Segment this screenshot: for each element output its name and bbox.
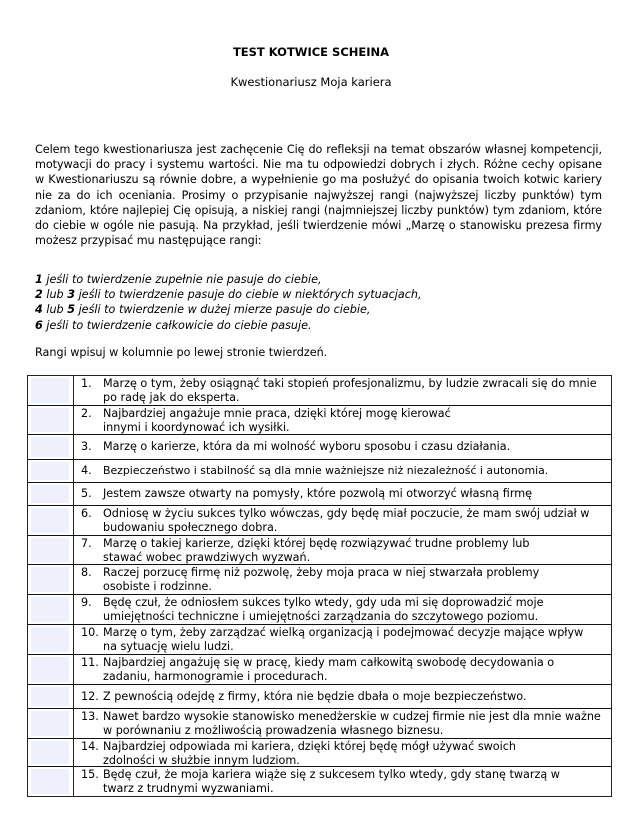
statement-number: 8. — [81, 566, 92, 579]
instruction-text: Rangi wpisuj w kolumnie po lewej stronie twierdzeń. — [35, 346, 328, 359]
table-row — [28, 483, 611, 506]
scale-text: jeśli to twierdzenie zupełnie nie pasuje do ciebie, — [42, 273, 322, 286]
scale-number: 3 — [67, 288, 76, 302]
statement-cell — [74, 739, 611, 766]
scale-text: jeśli to twierdzenie w dużej mierze pasuje do ciebie, — [75, 303, 371, 317]
scale-separator: lub — [42, 288, 68, 302]
rank-cell — [28, 406, 74, 434]
scale-separator: lub — [42, 303, 68, 317]
scale-line — [35, 272, 602, 287]
scale-line — [35, 287, 602, 302]
document-subtitle: Kwestionariusz Moja kariera — [230, 75, 392, 89]
statement-text: Najbardziej angażuje mnie praca, dzięki której mogę kierować innymi i koordynować ich wysiłki. — [103, 407, 451, 435]
statement-cell — [74, 376, 611, 405]
rank-input-4[interactable] — [31, 462, 69, 480]
statement-text: Z pewnością odejdę z firmy, która nie będzie dbała o moje bezpieczeństwo. — [103, 689, 527, 703]
statement-cell — [74, 595, 611, 624]
statement-cell — [74, 460, 611, 482]
rank-cell — [28, 685, 74, 708]
statement-cell — [74, 406, 611, 434]
rank-input-6[interactable] — [31, 508, 69, 533]
scale-line — [35, 302, 602, 317]
rank-cell — [28, 595, 74, 624]
statement-text: Najbardziej angażuję się w pracę, kiedy mam całkowitą swobodę decydowania o zadaniu, harmonogramie i procedurach. — [103, 656, 555, 684]
scale-number: 6 — [35, 318, 43, 332]
rank-input-8[interactable] — [31, 567, 69, 592]
statement-cell — [74, 536, 611, 564]
rank-cell — [28, 767, 74, 796]
rank-input-5[interactable] — [31, 485, 69, 503]
table-row — [28, 739, 611, 767]
rank-input-13[interactable] — [31, 711, 69, 736]
rank-cell — [28, 625, 74, 654]
scale-text: jeśli to twierdzenie całkowicie do ciebie pasuje. — [42, 318, 312, 332]
table-row — [28, 565, 611, 595]
rank-cell — [28, 536, 74, 564]
statement-number: 1. — [81, 377, 92, 390]
statement-number: 13. — [81, 710, 99, 723]
rank-cell — [28, 565, 74, 594]
table-row — [28, 406, 611, 435]
rank-cell — [28, 655, 74, 684]
statement-cell — [74, 565, 611, 594]
scale-number: 1 — [35, 273, 43, 286]
rank-input-12[interactable] — [31, 687, 69, 706]
statement-number: 10. — [81, 626, 99, 639]
statement-cell — [74, 767, 611, 796]
statement-cell — [74, 709, 611, 738]
statement-text: Bezpieczeństwo i stabilność są dla mnie ważniejsze niż niezależność i autonomia. — [103, 464, 549, 478]
questionnaire-table — [27, 375, 612, 797]
rank-scale-legend — [35, 272, 602, 333]
document-title: TEST KOTWICE SCHEINA — [232, 45, 390, 59]
statement-number: 12. — [81, 689, 99, 703]
table-row — [28, 709, 611, 739]
statement-number: 14. — [81, 740, 99, 753]
statement-number: 2. — [81, 407, 92, 420]
statement-cell — [74, 655, 611, 684]
scale-line — [35, 318, 602, 333]
rank-cell — [28, 483, 74, 505]
statement-text: Raczej porzucę firmę niż pozwolę, żeby moja praca w niej stwarzała problemy osobiste i rodzinne. — [103, 566, 540, 594]
statement-text: Najbardziej odpowiada mi kariera, dzięki której będę mógł używać swoich zdolności w służbie innym ludziom. — [103, 740, 516, 768]
rank-cell — [28, 506, 74, 535]
rank-input-10[interactable] — [31, 627, 69, 652]
rank-cell — [28, 435, 74, 459]
statement-text: Będę czuł, że odniosłem sukces tylko wtedy, gdy uda mi się doprowadzić moje umiejętności techniczne i umiejętności zarządzania do szczytowego poziomu. — [103, 596, 544, 624]
statement-text: Nawet bardzo wysokie stanowisko menedżerskie w cudzej firmie nie jest dla mnie ważne w porównaniu z możliwością prowadzenia własnego biznesu. — [103, 710, 601, 738]
statement-text: Marzę o tym, żeby zarządzać wielką organizacją i podejmować decyzje mające wpływ na sytuację wielu ludzi. — [103, 626, 584, 654]
statement-number: 9. — [81, 596, 92, 609]
table-row — [28, 595, 611, 625]
rank-input-9[interactable] — [31, 597, 69, 622]
rank-cell — [28, 460, 74, 482]
statement-number: 15. — [81, 768, 99, 781]
statement-text: Marzę o tym, żeby osiągnąć taki stopień profesjonalizmu, by ludzie zwracali się do mnie po radę jak do eksperta. — [103, 377, 597, 405]
table-row — [28, 685, 611, 709]
rank-input-1[interactable] — [31, 378, 69, 403]
table-row — [28, 435, 611, 460]
statement-number: 5. — [81, 487, 92, 501]
rank-input-11[interactable] — [31, 657, 69, 682]
statement-number: 3. — [81, 440, 92, 454]
rank-input-3[interactable] — [31, 437, 69, 457]
statement-text: Jestem zawsze otwarty na pomysły, które pozwolą mi otworzyć własną firmę — [103, 487, 533, 501]
table-row — [28, 460, 611, 483]
table-row — [28, 376, 611, 406]
rank-input-2[interactable] — [31, 408, 69, 432]
statement-number: 7. — [81, 537, 92, 550]
rank-input-15[interactable] — [31, 769, 69, 794]
scale-number: 4 — [35, 303, 43, 317]
statement-number: 4. — [81, 464, 92, 478]
statement-text: Będę czuł, że moja kariera wiąże się z sukcesem tylko wtedy, gdy stanę twarzą w twarz z trudnymi wyzwaniami. — [103, 768, 560, 796]
table-row — [28, 536, 611, 565]
rank-input-14[interactable] — [31, 741, 69, 764]
rank-input-7[interactable] — [31, 538, 69, 562]
statement-text: Odniosę w życiu sukces tylko wówczas, gdy będę miał poczucie, że mam swój udział w budowaniu społecznego dobra. — [103, 507, 590, 535]
table-row — [28, 655, 611, 685]
intro-paragraph: Celem tego kwestionariusza jest zachęcenie Cię do refleksji na temat obszarów własnej kompetencji, motywacji do pracy i systemu wartości. Nie ma tu odpowiedzi dobrych i złych. Różne cechy opisane w Kwestionariuszu są równie dobre, a wypełnienie go ma posłużyć do opisania twoich kotwic kariery nie za do ich oceniania. Prosimy o przypisanie najwyższej rangi (najwyższej liczby punktów) tym zdaniom, które najlepiej Cię opisują, a niskiej rangi (najmniejszej liczby punktów) tym zdaniom, które do ciebie w ogóle nie pasują. Na przykład, jeśli twierdzenie mówi „Marzę o stanowisku prezesa firmy możesz przypisać mu następujące rangi: — [35, 143, 602, 248]
table-row — [28, 506, 611, 536]
table-row — [28, 767, 611, 796]
statement-text: Marzę o takiej karierze, dzięki której będę rozwiązywać trudne problemy lub stawać wobec prawdziwych wyzwań. — [103, 537, 530, 565]
statement-cell — [74, 483, 611, 505]
statement-cell — [74, 435, 611, 459]
statement-cell — [74, 685, 611, 708]
statement-text: Marzę o karierze, która da mi wolność wyboru sposobu i czasu działania. — [103, 440, 511, 454]
scale-text: jeśli to twierdzenie pasuje do ciebie w niektórych sytuacjach, — [75, 288, 422, 302]
rank-cell — [28, 709, 74, 738]
statement-cell — [74, 506, 611, 535]
statement-cell — [74, 625, 611, 654]
table-row — [28, 625, 611, 655]
statement-number: 6. — [81, 507, 92, 520]
rank-cell — [28, 739, 74, 766]
scale-number: 2 — [35, 288, 43, 302]
statement-number: 11. — [81, 656, 99, 669]
scale-number: 5 — [67, 303, 76, 317]
rank-cell — [28, 376, 74, 405]
